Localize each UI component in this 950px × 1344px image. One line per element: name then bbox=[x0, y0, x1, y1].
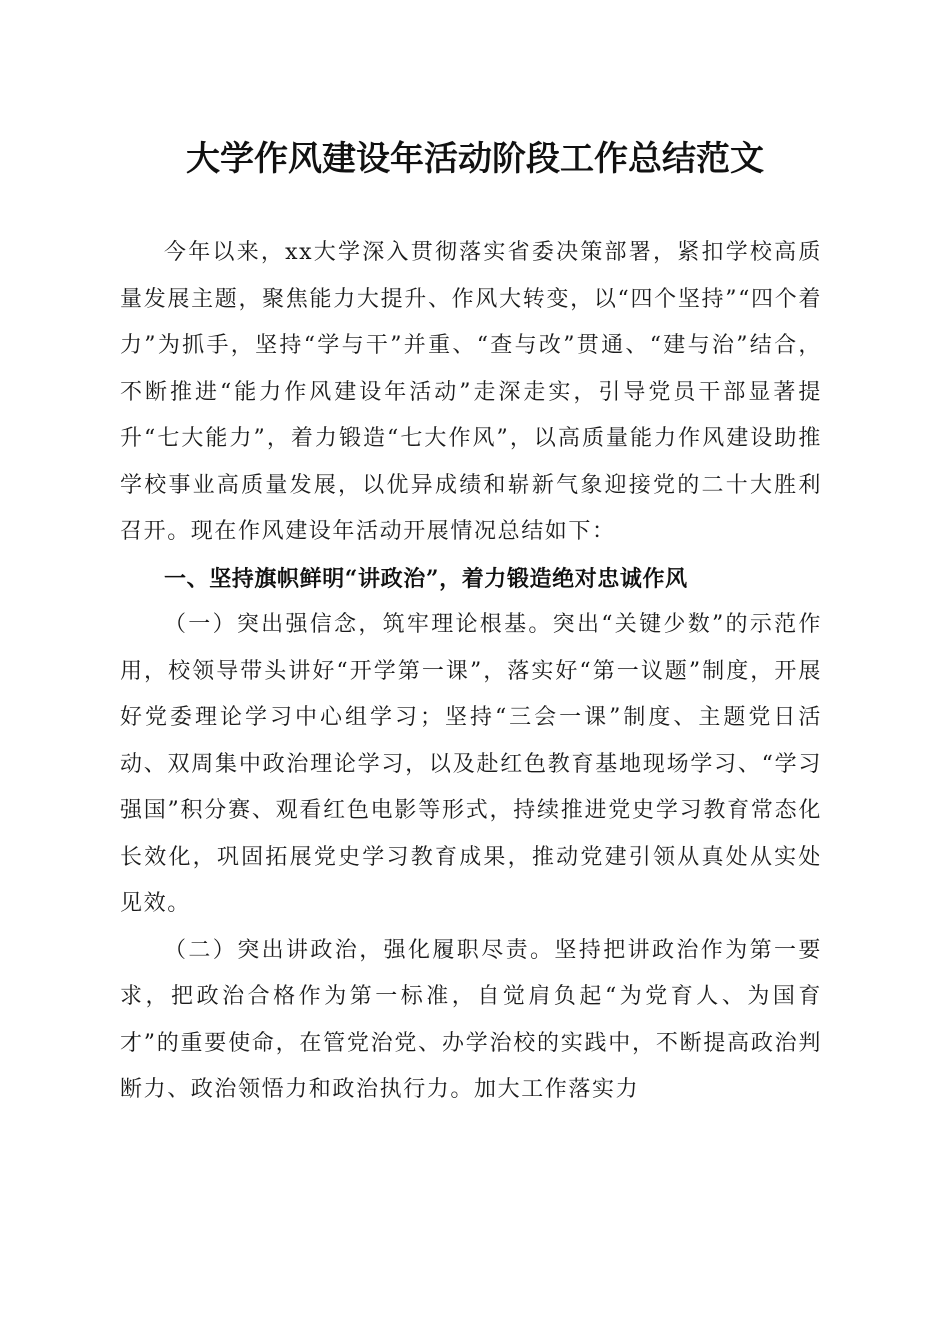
body-paragraph: （一）突出强信念，筑牢理论根基。突出“关键少数”的示范作用，校领导带头讲好“开学第一课”，落实好“第一议题”制度，开展好党委理论学习中心组学习；坚持“三会一课”制度、主题党日活动、双周集中政治理论学习，以及赴红色教育基地现场学习、“学习强国”积分赛、观看红色电影等形式，持续推进党史学习教育常态化长效化，巩固拓展党史学习教育成果，推动党建引领从真处从实处见效。 bbox=[120, 612, 822, 916]
body-paragraph: （二）突出讲政治，强化履职尽责。坚持把讲政治作为第一要求，把政治合格作为第一标准，自觉肩负起“为党育人、为国育才”的重要使命，在管党治党、办学治校的实践中，不断提高政治判断力、政治领悟力和政治执行力。加大工作落实力 bbox=[120, 937, 822, 1102]
section-heading: 一、坚持旗帜鲜明“讲政治”，着力锻造绝对忠诚作风 bbox=[164, 565, 688, 592]
document-body bbox=[120, 230, 822, 1114]
intro-paragraph: 今年以来，xx大学深入贯彻落实省委决策部署，紧扣学校高质量发展主题，聚焦能力大提升、作风大转变，以“四个坚持”“四个着力”为抓手，坚持“学与干”并重、“查与改”贯通、“建与治”结合，不断推进“能力作风建设年活动”走深走实，引导党员干部显著提升“七大能力”，着力锻造“七大作风”，以高质量能力作风建设助推学校事业高质量发展，以优异成绩和崭新气象迎接党的二十大胜利召开。现在作风建设年活动开展情况总结如下： bbox=[120, 240, 822, 544]
document-title: 大学作风建设年活动阶段工作总结范文 bbox=[186, 139, 764, 179]
